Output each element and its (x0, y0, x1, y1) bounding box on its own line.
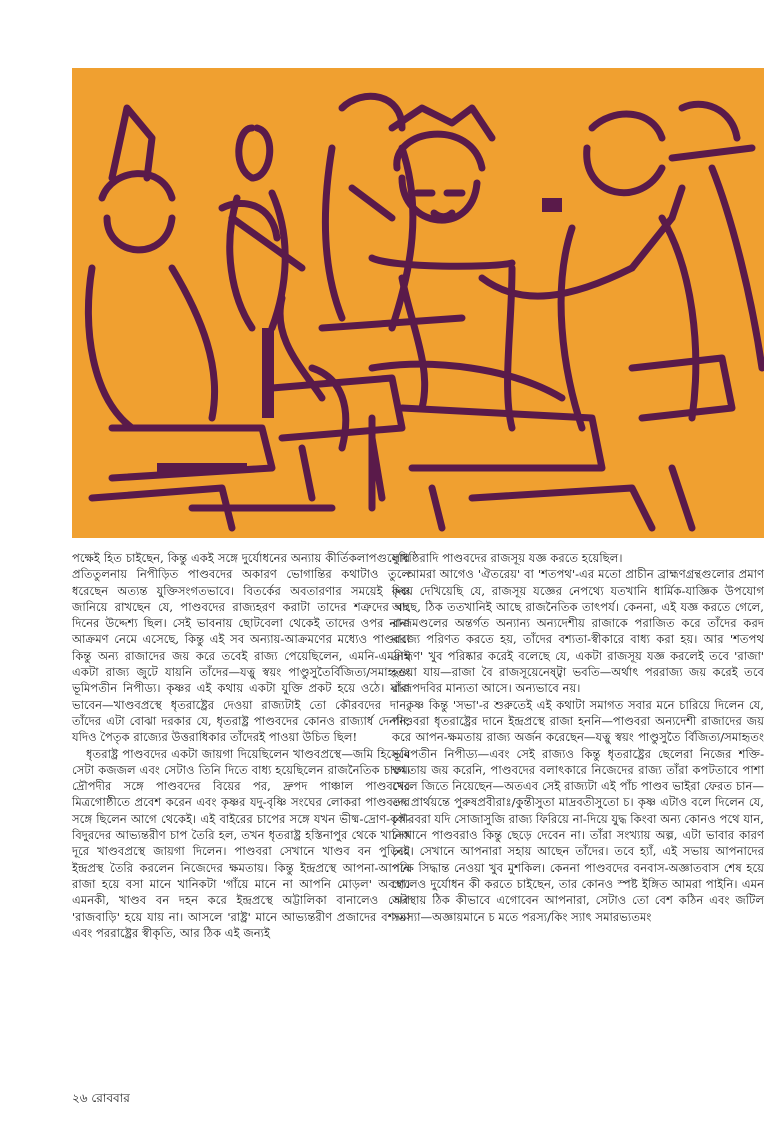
page-footer: ২৬ রোববার (72, 1091, 130, 1105)
paragraph: যুধিষ্ঠিরাদি পাণ্ডবদের রাজসূয় যজ্ঞ করতে হয়েছিল। (392, 551, 623, 565)
illustration (72, 68, 764, 538)
paragraph: পক্ষেই হিত চাইছেন, কিন্তু একই সঙ্গে দুর্যোধনের অন্যায় কীর্তিকলাপগুলোর প্রতিতুলনায় নিপীড়িত পাণ্ডবদের অকারণ ভোগান্তির কথাটাও তুলে ধরেছেন অত্যন্ত যুক্তিসংগতভাবে। বিতর্কের অবতারণার সময়েই কৃষ্ণ জানিয়ে রাখছেন যে, পাণ্ডবদের রাজ্যহরণ করাটা তাদের শত্রুদের বহু দিনের উদ্দেশ্য ছিল। সেই ভাবনায় ছোটবেলা থেকেই তাদের ওপর নানা আক্রমণ নেমে এসেছে, কিন্তু এই সব অন্যায়-আক্রমণের মধ্যেও পাণ্ডবরা কিন্তু অন্য রাজাদের জয় করে তবেই রাজ্য পেয়েছিলেন, এমনি-এমনিই একটা রাজ্য জুটে যায়নি তাঁদের—যত্নু স্বয়ং পাণ্ডুসুতৈর্বিজিত্য/সমাহৃতং ভূমিপতীন নিপীড্য। কৃষ্ণর এই কথায় একটা যুক্তি প্রকট হয়ে ওঠে। যাঁরা ভাবেন—খাণ্ডবপ্রস্থে ধৃতরাষ্ট্রের দেওয়া রাজ্যটাই তো কৌরবদের দান, তাঁদের এটা বোঝা দরকার যে, ধৃতরাষ্ট্র পাণ্ডবদের কোনও রাজ্যার্ধ দেননি, যদিও পৈতৃক রাজ্যের উত্তরাধিকার তাঁদেরই পাওয়া উচিত ছিল! (72, 551, 410, 745)
court-assembly-illustration (72, 68, 764, 538)
right-column (392, 550, 764, 925)
paragraph: কৃষ্ণ কিন্তু 'সভা'-র শুরুতেই এই কথাটা সমাগত সবার মনে চারিয়ে দিলেন যে, পাণ্ডবরা ধৃতরাষ্ট্রের দানে ইন্দ্রপ্রস্থে রাজা হননি—পাণ্ডবরা অন্যদেশী রাজাদের জয় করে আপন-ক্ষমতায় রাজ্য অর্জন করেছেন—যত্নু স্বয়ং পাণ্ডুসুতৈ র্বিজিত্য/সমাহৃতং ভূমিপতীন নিপীড্য—এবং সেই রাজ্যও কিন্তু ধৃতরাষ্ট্রের ছেলেরা নিজের শক্তি-ক্ষমতায় জয় করেনি, পাণ্ডবদের বলাৎকারে নিজেদের রাজ্য তাঁরা কপটতাবে পাশা খেলে জিতে নিয়েছেন—অতএব সেই রাজ্যটা এই পাঁচ পাণ্ডব ভাইরা ফেরত চান—তৎ প্রার্থয়ন্তে পুরুষপ্রবীরাঃ/কুন্তীসুতা মাদ্রবতীসুতো চ। কৃষ্ণ এটাও বলে দিলেন যে, কৌরবরা যদি সোজাসুজি রাজ্য ফিরিয়ে না-দিয়ে যুদ্ধ কিংবা অন্য কোনও পথে যান, সেখানে পাণ্ডবরাও কিন্তু ছেড়ে দেবেন না। তাঁরা সংখ্যায় অল্প, এটা ভাবার কারণ নেই। সেখানে আপনারা সহায় আছেন তাঁদের। তবে হ্যাঁ, এই সভায় আপনাদের পক্ষে সিদ্ধান্ত নেওয়া খুব মুশকিল। কেননা পাণ্ডবদের বনবাস-অজ্ঞাতবাস শেষ হয়ে গেলেও দুর্যোধন কী করতে চাইছেন, তার কোনও স্পষ্ট ইঙ্গিত আমরা পাইনি। এমন অবস্থায় ঠিক কীভাবে এগোবেন আপনারা, সেটাও তো বেশ কঠিন এবং জটিল সমস্যা—অজ্ঞায়মানে চ মতে পরস্য/কিং স্যাৎ সমারভ্যতমং (392, 697, 764, 924)
paragraph: আমরা আগেও 'ঐতরেয়' বা 'শতপথ'-এর মতো প্রাচীন ব্রাহ্মণগ্রন্থগুলোর প্রমাণ দিয়ে দেখিয়েছি যে, রাজসূয় যজ্ঞের নেপথ্যে যতখানি ধার্মিক-যাজ্ঞিক উপযোগ আছে, ঠিক ততখানিই আছে রাজনৈতিক তাৎপর্য। কেননা, এই যজ্ঞ করতে গেলে, রাজমণ্ডলের অন্তর্গত অন্যান্য অন্যদেশীয় রাজাকে পরাজিত করে তাঁদের করদ রাজ্যে পরিণত করতে হয়, তাঁদের বশ্যতা-স্বীকারে বাধ্য করা হয়। আর 'শতপথ ব্রাহ্মণ' খুব পরিষ্কার করেই বলেছে যে, একটা রাজসূয় যজ্ঞ করলেই তবে 'রাজা' হওয়া যায়—রাজা বৈ রাজসূয়েনেষ্ট্বা ভবতি—অর্থাৎ পররাজ্য জয় করেই তবে রাজপদবির মান্যতা আসে। অন্যভাবে নয়। (392, 567, 764, 696)
left-column (72, 550, 410, 941)
paragraph: ধৃতরাষ্ট্র পাণ্ডবদের একটা জায়গা দিয়েছিলেন খাণ্ডবপ্রস্থে—জমি হিসেবে সেটা কজজল এবং সেটাও তিনি দিতে বাধ্য হয়েছিলেন রাজনৈতিক চাপে। দ্রৌপদীর সঙ্গে পাণ্ডবদের বিয়ের পর, দ্রুপদ পাঞ্চাল পাণ্ডবদের মিত্রগোষ্ঠীতে প্রবেশ করেন এবং কৃষ্ণর যদু-বৃষ্ণি সংঘের লোকরা পাণ্ডবদের সঙ্গে ছিলেন আগে থেকেই। এই বাইরের চাপের সঙ্গে যখন ভীষ্ম-দ্রোণ-কৃপ-বিদুরদের আভ্যন্তরীণ চাপ তৈরি হল, তখন ধৃতরাষ্ট্র হস্তিনাপুর থেকে খানিক দূরে খাণ্ডবপ্রস্থে জায়গা দিলেন। পাণ্ডবরা সেখানে খাণ্ডব বন পুড়িয়ে ইন্দ্রপ্রস্থ তৈরি করলেন নিজেদের ক্ষমতায়। কিন্তু ইন্দ্রপ্রস্থে আপনা-আপনি রাজা হয়ে বসা মানে খানিকটা 'গাঁয়ে মানে না আপনি মোড়ল' অবস্থা। এমনকী, খাণ্ডব বন দহন করে ইন্দ্রপ্রস্থে অট্টালিকা বানালেও সেটা 'রাজবাড়ি' হয়ে যায় না। আসলে 'রাষ্ট্র' মানে আভ্যন্তরীণ প্রজাদের বশ্যতা এবং পররাষ্ট্রের স্বীকৃতি, আর ঠিক এই জন্যই (72, 746, 410, 940)
